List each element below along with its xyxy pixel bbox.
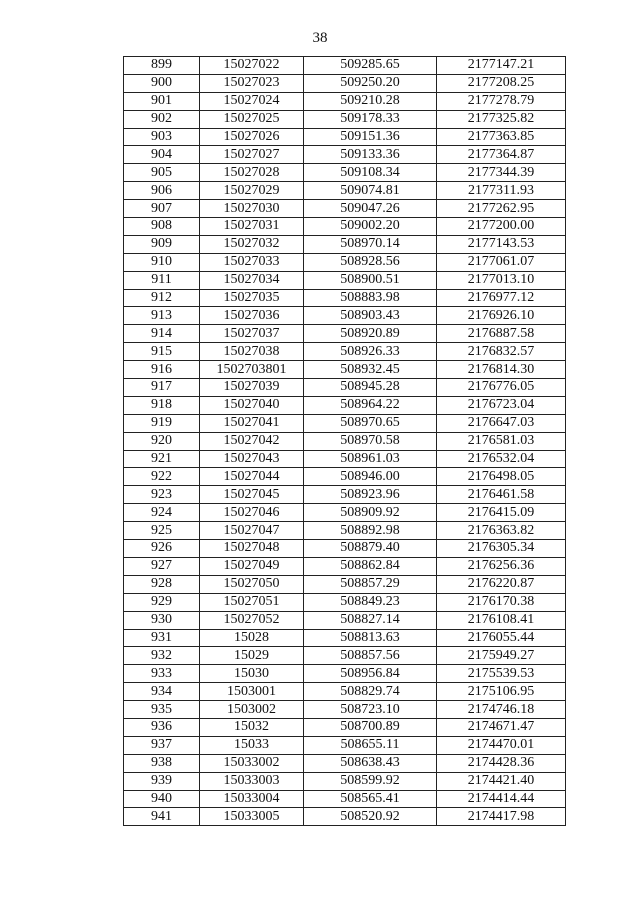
point-code-cell: 15027035 [200,289,304,307]
point-code-cell: 15027039 [200,379,304,397]
x-coordinate-cell: 508723.10 [304,701,437,719]
x-coordinate-cell: 509178.33 [304,110,437,128]
y-coordinate-cell: 2176415.09 [437,504,566,522]
y-coordinate-cell: 2176363.82 [437,522,566,540]
point-index-cell: 904 [124,146,200,164]
table-body [124,57,566,826]
point-index-cell: 917 [124,379,200,397]
y-coordinate-cell: 2174428.36 [437,754,566,772]
point-index-cell: 901 [124,92,200,110]
point-code-cell: 15027036 [200,307,304,325]
table-row [124,450,566,468]
point-index-cell: 921 [124,450,200,468]
y-coordinate-cell: 2176776.05 [437,379,566,397]
y-coordinate-cell: 2176647.03 [437,414,566,432]
table-row [124,790,566,808]
table-row [124,343,566,361]
point-index-cell: 915 [124,343,200,361]
point-index-cell: 914 [124,325,200,343]
point-code-cell: 15033 [200,736,304,754]
table-row [124,432,566,450]
y-coordinate-cell: 2176461.58 [437,486,566,504]
point-index-cell: 934 [124,683,200,701]
point-index-cell: 920 [124,432,200,450]
table-row [124,74,566,92]
x-coordinate-cell: 508857.29 [304,575,437,593]
point-code-cell: 15027027 [200,146,304,164]
point-index-cell: 900 [124,74,200,92]
y-coordinate-cell: 2176170.38 [437,593,566,611]
point-index-cell: 932 [124,647,200,665]
x-coordinate-cell: 509133.36 [304,146,437,164]
table-row [124,647,566,665]
x-coordinate-cell: 508862.84 [304,557,437,575]
point-code-cell: 15027050 [200,575,304,593]
point-index-cell: 931 [124,629,200,647]
y-coordinate-cell: 2177278.79 [437,92,566,110]
x-coordinate-cell: 508946.00 [304,468,437,486]
y-coordinate-cell: 2176832.57 [437,343,566,361]
table-row [124,468,566,486]
table-row [124,396,566,414]
x-coordinate-cell: 508565.41 [304,790,437,808]
y-coordinate-cell: 2176220.87 [437,575,566,593]
point-code-cell: 1503002 [200,701,304,719]
point-code-cell: 15027047 [200,522,304,540]
x-coordinate-cell: 508857.56 [304,647,437,665]
point-index-cell: 929 [124,593,200,611]
page-number: 38 [312,30,328,46]
point-code-cell: 1502703801 [200,361,304,379]
y-coordinate-cell: 2176977.12 [437,289,566,307]
table-row [124,361,566,379]
point-index-cell: 922 [124,468,200,486]
table-row [124,307,566,325]
point-code-cell: 15029 [200,647,304,665]
table-row [124,772,566,790]
x-coordinate-cell: 509002.20 [304,218,437,236]
table-row [124,235,566,253]
coordinates-table [123,56,566,826]
table-row [124,379,566,397]
point-index-cell: 938 [124,754,200,772]
x-coordinate-cell: 509210.28 [304,92,437,110]
x-coordinate-cell: 508892.98 [304,522,437,540]
x-coordinate-cell: 508520.92 [304,808,437,826]
table-row [124,146,566,164]
x-coordinate-cell: 508900.51 [304,271,437,289]
point-index-cell: 912 [124,289,200,307]
x-coordinate-cell: 508829.74 [304,683,437,701]
point-index-cell: 927 [124,557,200,575]
table-row [124,557,566,575]
point-code-cell: 15027048 [200,540,304,558]
table-row [124,522,566,540]
point-index-cell: 926 [124,540,200,558]
y-coordinate-cell: 2177061.07 [437,253,566,271]
table-row [124,611,566,629]
point-code-cell: 15027030 [200,200,304,218]
table-row [124,718,566,736]
x-coordinate-cell: 508923.96 [304,486,437,504]
table-row [124,683,566,701]
point-index-cell: 925 [124,522,200,540]
point-index-cell: 913 [124,307,200,325]
point-code-cell: 15033005 [200,808,304,826]
table-row [124,200,566,218]
point-index-cell: 906 [124,182,200,200]
point-code-cell: 15033004 [200,790,304,808]
point-code-cell: 15027037 [200,325,304,343]
x-coordinate-cell: 509250.20 [304,74,437,92]
point-index-cell: 910 [124,253,200,271]
point-index-cell: 916 [124,361,200,379]
y-coordinate-cell: 2175949.27 [437,647,566,665]
point-code-cell: 15027032 [200,235,304,253]
y-coordinate-cell: 2177344.39 [437,164,566,182]
y-coordinate-cell: 2176723.04 [437,396,566,414]
table-row [124,271,566,289]
x-coordinate-cell: 508909.92 [304,504,437,522]
x-coordinate-cell: 508903.43 [304,307,437,325]
y-coordinate-cell: 2174671.47 [437,718,566,736]
point-code-cell: 15033003 [200,772,304,790]
point-index-cell: 918 [124,396,200,414]
x-coordinate-cell: 508961.03 [304,450,437,468]
point-index-cell: 939 [124,772,200,790]
x-coordinate-cell: 509047.26 [304,200,437,218]
point-index-cell: 935 [124,701,200,719]
table-row [124,92,566,110]
point-code-cell: 15027042 [200,432,304,450]
x-coordinate-cell: 508964.22 [304,396,437,414]
point-code-cell: 15027044 [200,468,304,486]
y-coordinate-cell: 2175539.53 [437,665,566,683]
point-code-cell: 15027045 [200,486,304,504]
x-coordinate-cell: 508879.40 [304,540,437,558]
x-coordinate-cell: 508700.89 [304,718,437,736]
point-index-cell: 933 [124,665,200,683]
y-coordinate-cell: 2177325.82 [437,110,566,128]
y-coordinate-cell: 2176108.41 [437,611,566,629]
point-code-cell: 1503001 [200,683,304,701]
y-coordinate-cell: 2174414.44 [437,790,566,808]
point-index-cell: 941 [124,808,200,826]
x-coordinate-cell: 508928.56 [304,253,437,271]
x-coordinate-cell: 508883.98 [304,289,437,307]
table-row [124,218,566,236]
point-code-cell: 15027028 [200,164,304,182]
point-index-cell: 908 [124,218,200,236]
table-row [124,540,566,558]
point-code-cell: 15027034 [200,271,304,289]
table-row [124,701,566,719]
point-code-cell: 15027046 [200,504,304,522]
x-coordinate-cell: 508970.14 [304,235,437,253]
point-index-cell: 923 [124,486,200,504]
table-row [124,593,566,611]
table-row [124,575,566,593]
y-coordinate-cell: 2177311.93 [437,182,566,200]
point-index-cell: 937 [124,736,200,754]
point-index-cell: 928 [124,575,200,593]
table-row [124,182,566,200]
y-coordinate-cell: 2177262.95 [437,200,566,218]
table-row [124,289,566,307]
x-coordinate-cell: 508970.58 [304,432,437,450]
point-code-cell: 15027043 [200,450,304,468]
y-coordinate-cell: 2177147.21 [437,57,566,75]
x-coordinate-cell: 509074.81 [304,182,437,200]
table-row [124,110,566,128]
point-code-cell: 15027026 [200,128,304,146]
y-coordinate-cell: 2177364.87 [437,146,566,164]
point-code-cell: 15033002 [200,754,304,772]
x-coordinate-cell: 509285.65 [304,57,437,75]
y-coordinate-cell: 2177363.85 [437,128,566,146]
y-coordinate-cell: 2174746.18 [437,701,566,719]
point-index-cell: 930 [124,611,200,629]
x-coordinate-cell: 508655.11 [304,736,437,754]
y-coordinate-cell: 2176887.58 [437,325,566,343]
point-code-cell: 15027023 [200,74,304,92]
x-coordinate-cell: 508932.45 [304,361,437,379]
y-coordinate-cell: 2176926.10 [437,307,566,325]
point-index-cell: 911 [124,271,200,289]
table-row [124,164,566,182]
point-index-cell: 940 [124,790,200,808]
x-coordinate-cell: 508926.33 [304,343,437,361]
x-coordinate-cell: 508638.43 [304,754,437,772]
y-coordinate-cell: 2175106.95 [437,683,566,701]
point-index-cell: 899 [124,57,200,75]
y-coordinate-cell: 2177208.25 [437,74,566,92]
point-code-cell: 15027051 [200,593,304,611]
table-row [124,325,566,343]
x-coordinate-cell: 509108.34 [304,164,437,182]
point-code-cell: 15027029 [200,182,304,200]
point-code-cell: 15030 [200,665,304,683]
y-coordinate-cell: 2176256.36 [437,557,566,575]
y-coordinate-cell: 2174421.40 [437,772,566,790]
y-coordinate-cell: 2176305.34 [437,540,566,558]
point-index-cell: 909 [124,235,200,253]
table-row [124,754,566,772]
y-coordinate-cell: 2176581.03 [437,432,566,450]
x-coordinate-cell: 508956.84 [304,665,437,683]
y-coordinate-cell: 2176814.30 [437,361,566,379]
x-coordinate-cell: 509151.36 [304,128,437,146]
point-code-cell: 15027033 [200,253,304,271]
point-code-cell: 15027040 [200,396,304,414]
x-coordinate-cell: 508827.14 [304,611,437,629]
table-row [124,504,566,522]
x-coordinate-cell: 508813.63 [304,629,437,647]
point-index-cell: 905 [124,164,200,182]
table-row [124,665,566,683]
point-code-cell: 15027024 [200,92,304,110]
y-coordinate-cell: 2174470.01 [437,736,566,754]
point-index-cell: 919 [124,414,200,432]
point-index-cell: 936 [124,718,200,736]
table-row [124,57,566,75]
point-index-cell: 903 [124,128,200,146]
table-row [124,629,566,647]
table-row [124,486,566,504]
point-code-cell: 15027022 [200,57,304,75]
point-code-cell: 15027041 [200,414,304,432]
y-coordinate-cell: 2177143.53 [437,235,566,253]
point-index-cell: 907 [124,200,200,218]
point-code-cell: 15027031 [200,218,304,236]
y-coordinate-cell: 2176532.04 [437,450,566,468]
table-row [124,414,566,432]
point-index-cell: 902 [124,110,200,128]
point-code-cell: 15027025 [200,110,304,128]
x-coordinate-cell: 508849.23 [304,593,437,611]
x-coordinate-cell: 508920.89 [304,325,437,343]
point-code-cell: 15027052 [200,611,304,629]
table-row [124,253,566,271]
table-row [124,808,566,826]
x-coordinate-cell: 508970.65 [304,414,437,432]
point-code-cell: 15032 [200,718,304,736]
point-index-cell: 924 [124,504,200,522]
y-coordinate-cell: 2174417.98 [437,808,566,826]
point-code-cell: 15027049 [200,557,304,575]
y-coordinate-cell: 2176055.44 [437,629,566,647]
point-code-cell: 15028 [200,629,304,647]
x-coordinate-cell: 508599.92 [304,772,437,790]
point-code-cell: 15027038 [200,343,304,361]
table-row [124,736,566,754]
y-coordinate-cell: 2176498.05 [437,468,566,486]
y-coordinate-cell: 2177013.10 [437,271,566,289]
y-coordinate-cell: 2177200.00 [437,218,566,236]
table-row [124,128,566,146]
x-coordinate-cell: 508945.28 [304,379,437,397]
